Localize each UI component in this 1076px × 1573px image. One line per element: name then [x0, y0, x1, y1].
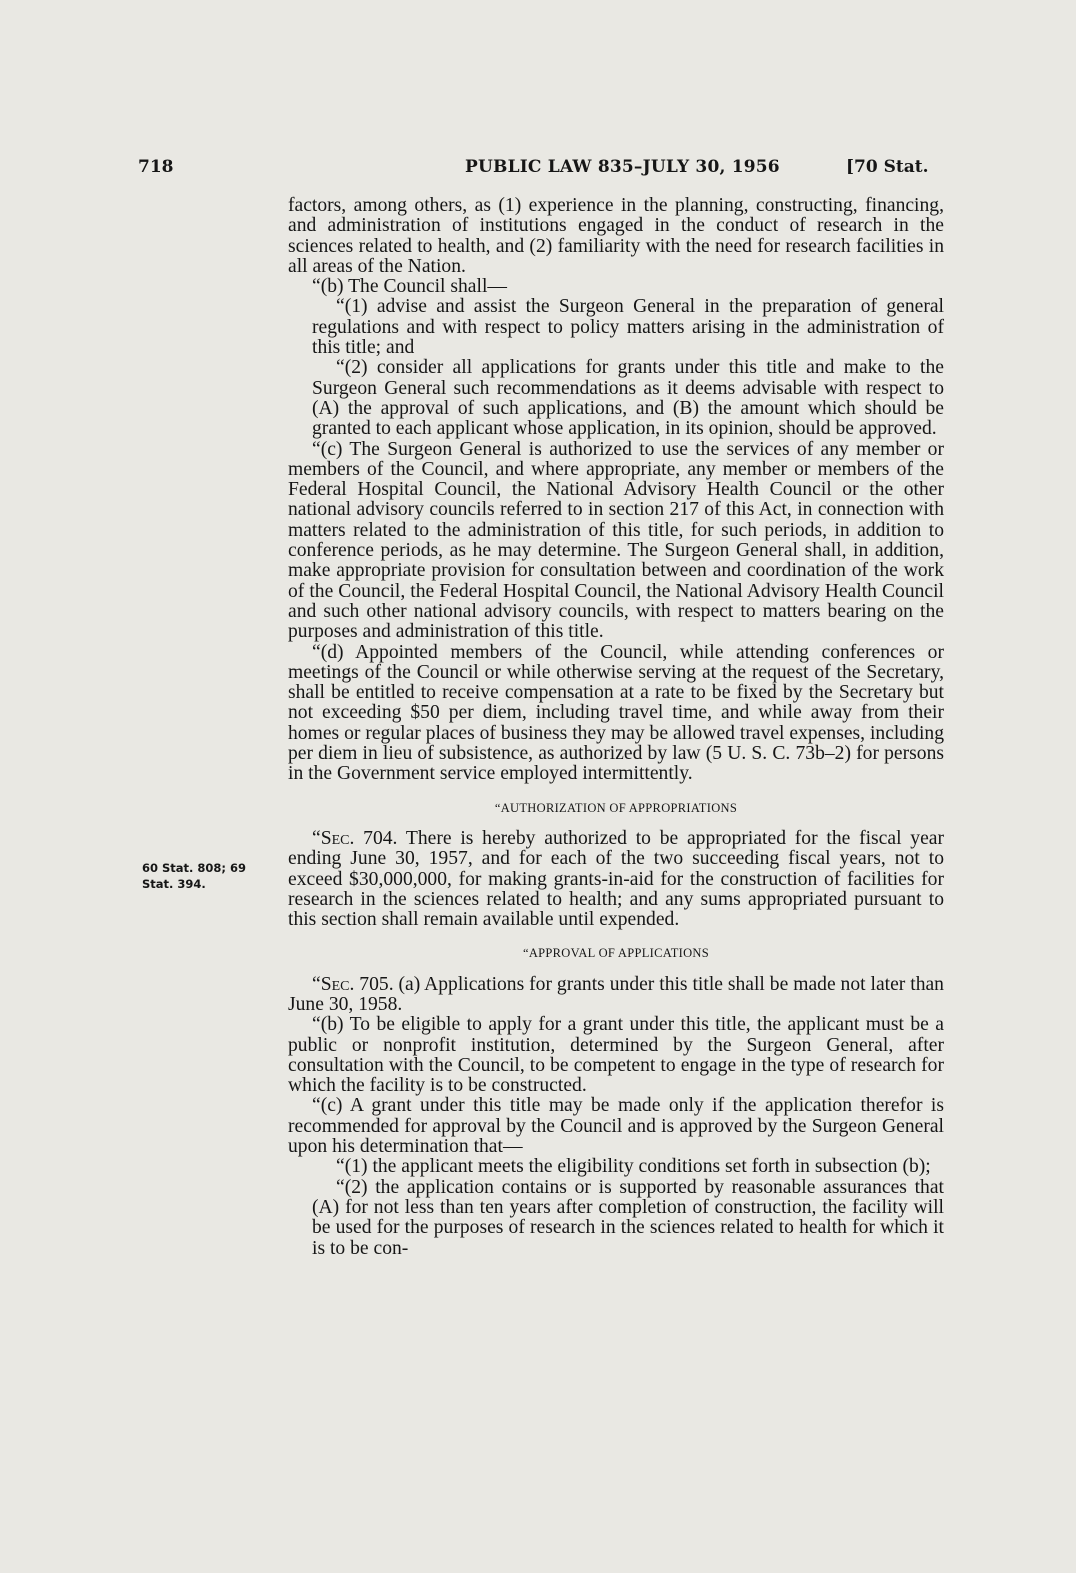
margin-note-line-2: Stat. 394. — [142, 877, 206, 891]
paragraph-sec-705 — [288, 975, 944, 1016]
paragraph-consider-applications: “(2) consider all applications for grants under this title and make to the Surgeon General such recommendations as it deems advisable with respect to (A) the approval of such applications, and (B) the amount which should be granted to each applicant whose application, in its opinion, should be approved. — [312, 357, 944, 440]
sec-704-text: There is hereby authorized to be appropriated for the fiscal year ending June 30, 1957, and for each of the two succeeding fiscal years, not to exceed $30,000,000, for making grants-in-aid for the construction of facilities for research in the sciences related to health; and any sums appropriated pursuant to this section shall remain available until expended. — [288, 827, 944, 931]
paragraph-council-shall: “(b) The Council shall— — [312, 276, 507, 298]
paragraph-grant-conditions: “(c) A grant under this title may be made only if the application therefor is recommended for approval by the Council and is approved by the Surgeon General upon his determination that— — [288, 1095, 944, 1158]
paragraph-sec-704 — [288, 829, 944, 930]
page-header — [0, 157, 1076, 183]
paragraph-reasonable-assurances: “(2) the application contains or is supported by reasonable assurances that (A) for not less than ten years after completion of construction, the facility will be used for the purposes of research in the sciences related to health for which it is to be con- — [312, 1176, 944, 1259]
sec-705-label: “Sec. 705. — [312, 973, 394, 995]
paragraph-advise-assist: “(1) advise and assist the Surgeon General in the preparation of general regulations and with respect to policy matters arising in the administration of this title; and — [312, 296, 944, 359]
paragraph-services-of-members: “(c) The Surgeon General is authorized to use the services of any member or members of the Council, and where appropriate, any member or members of the Federal Hospital Council, the National Advisory Health Council or the other national advisory councils referred to in section 217 of this Act, in connection with matters related to the administration of this title, for such periods, in addition to conference periods, as he may determine. The Surgeon General shall, in addition, make appropriate provision for consultation between and coordination of the work of the Council, the Federal Hospital Council, the National Advisory Health Council and such other national advisory councils, with respect to matters bearing on the purposes and administration of this title. — [288, 438, 944, 643]
page-number: 718 — [138, 157, 174, 177]
running-head: PUBLIC LAW 835–JULY 30, 1956 — [465, 157, 780, 177]
margin-note-line-1: 60 Stat. 808; 69 — [142, 861, 247, 875]
section-heading-authorization: “AUTHORIZATION OF APPROPRIATIONS — [494, 800, 738, 815]
paragraph-eligibility: “(b) To be eligible to apply for a grant under this title, the applicant must be a public or nonprofit institution, determined by the Surgeon General, after consultation with the Council, to be competent to engage in the type of research for which the facility is to be constructed. — [288, 1014, 944, 1097]
paragraph-council-factors: factors, among others, as (1) experience in the planning, constructing, financing, and administration of institutions engaged in the conduct of research in the sciences related to health, and (2) familiarity with the need for research facilities in all areas of the Nation. — [288, 195, 944, 277]
body-text — [288, 196, 944, 1259]
margin-citation-note — [142, 860, 272, 892]
sec-704-label: “Sec. 704. — [312, 827, 398, 849]
paragraph-eligibility-conditions: “(1) the applicant meets the eligibility conditions set forth in subsection (b); — [336, 1156, 931, 1178]
statute-reference: [70 Stat. — [846, 157, 929, 177]
section-heading-approval: “APPROVAL OF APPLICATIONS — [522, 946, 709, 961]
paragraph-compensation: “(d) Appointed members of the Council, while attending conferences or meetings of the Council or while otherwise serving at the request of the Secretary, shall be entitled to receive compensation at a rate to be fixed by the Secretary but not exceeding $50 per diem, including travel time, and while away from their homes or regular places of business they may be allowed travel expenses, including per diem in lieu of subsistence, as authorized by law (5 U. S. C. 73b–2) for persons in the Government service employed intermittently. — [288, 641, 944, 785]
sec-705-text: (a) Applications for grants under this title shall be made not later than June 30, 1958. — [288, 973, 944, 1015]
